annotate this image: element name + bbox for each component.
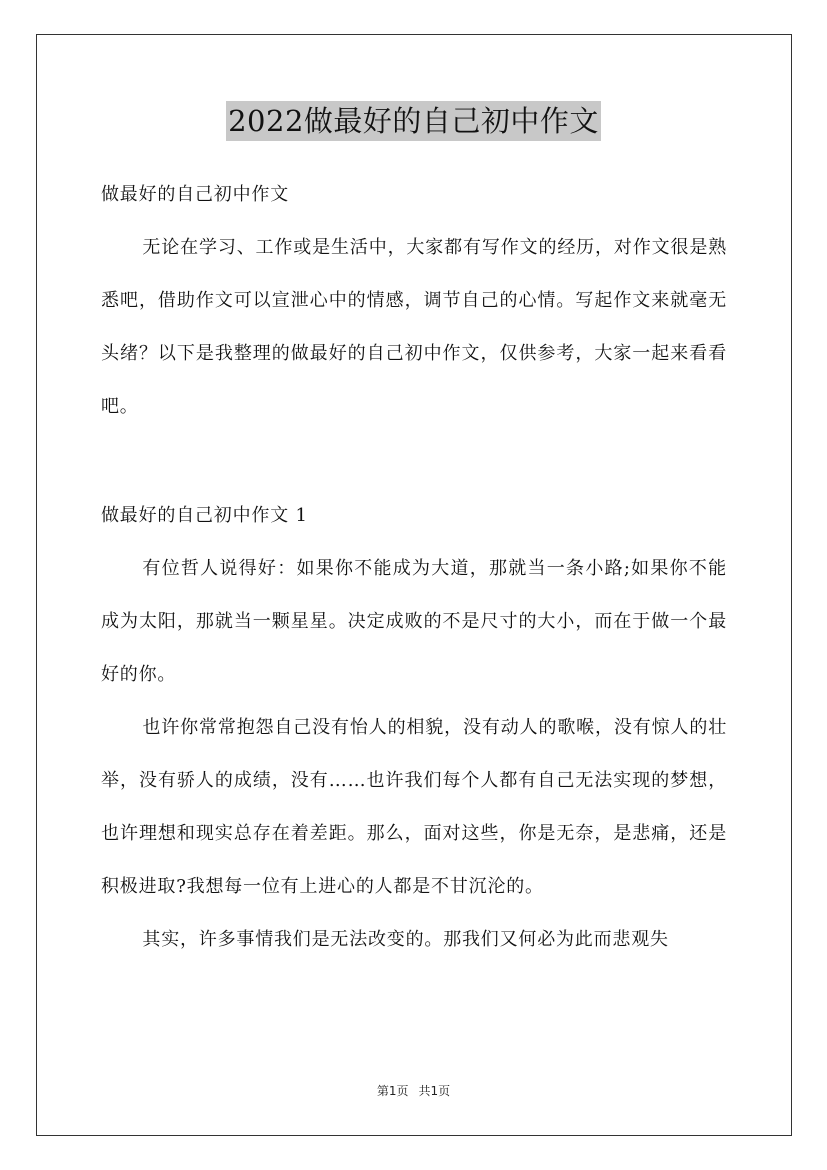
section-spacer xyxy=(101,433,727,489)
intro-paragraph: 无论在学习、工作或是生活中，大家都有写作文的经历，对作文很是熟悉吧，借助作文可以宣泄心中的情感，调节自己的心情。写起作文来就毫无头绪？以下是我整理的做最好的自己初中作文，仅供参考，大家一起来看看吧。 xyxy=(101,237,727,417)
body-paragraph-1: 有位哲人说得好：如果你不能成为大道，那就当一条小路;如果你不能成为太阳，那就当一颗星星。决定成败的不是尺寸的大小，而在于做一个最好的你。 xyxy=(101,558,727,685)
intro-heading: 做最好的自己初中作文 xyxy=(101,184,289,205)
page-footer xyxy=(0,1083,827,1099)
page-total: 共1页 xyxy=(418,1084,451,1098)
page-number: 第1页 xyxy=(376,1084,409,1098)
document-body xyxy=(101,168,727,966)
body-paragraph-3: 其实，许多事情我们是无法改变的。那我们又何必为此而悲观失 xyxy=(142,929,669,950)
document-title: 2022做最好的自己初中作文 xyxy=(226,101,601,141)
body-paragraph-2: 也许你常常抱怨自己没有怡人的相貌，没有动人的歌喉，没有惊人的壮举，没有骄人的成绩，没有……也许我们每个人都有自己无法实现的梦想，也许理想和现实总存在着差距。那么，面对这些，你是无奈，是悲痛，还是积极进取?我想每一位有上进心的人都是不甘沉沦的。 xyxy=(101,717,727,897)
title-container xyxy=(0,101,827,141)
section-heading: 做最好的自己初中作文 1 xyxy=(101,505,308,526)
